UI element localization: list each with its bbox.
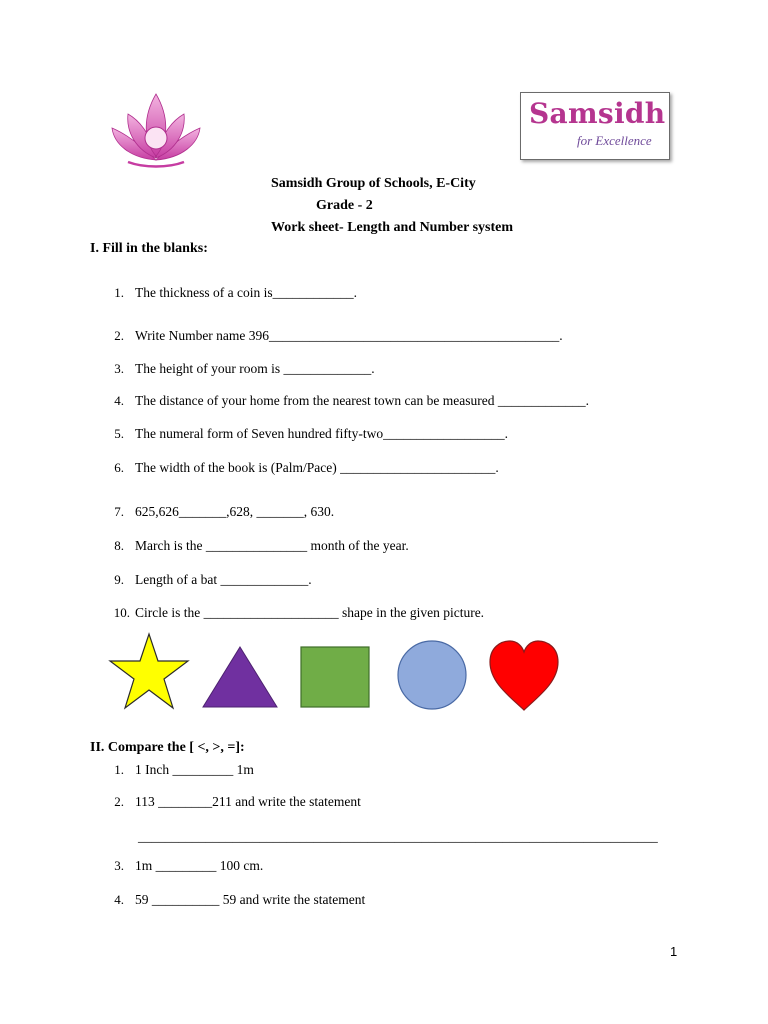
item-number: 2. (114, 794, 124, 809)
item-number: 5. (114, 426, 124, 441)
item-number: 4. (114, 892, 124, 907)
item-number: 1. (114, 285, 124, 300)
item-number: 4. (114, 393, 124, 408)
list-item: Length of a bat _____________. (135, 572, 312, 587)
page-number: 1 (670, 944, 678, 959)
list-item: The height of your room is _____________. (135, 361, 375, 376)
triangle-icon (200, 645, 280, 709)
star-icon (107, 632, 191, 710)
list-item: The width of the book is (Palm/Pace) _______________________. (135, 460, 499, 475)
item-number: 10. (113, 605, 130, 620)
list-item: March is the _______________ month of the year. (135, 538, 409, 553)
school-lotus-logo (110, 88, 202, 170)
list-item: Write Number name 396___________________________________________. (135, 328, 563, 343)
item-number: 2. (114, 328, 124, 343)
section-1-heading: I. Fill in the blanks: (90, 241, 208, 256)
list-item: 625,626_______,628, _______, 630. (135, 504, 335, 519)
list-item: The numeral form of Seven hundred fifty-two__________________. (135, 426, 509, 441)
list-item: Circle is the ____________________ shape in the given picture. (135, 605, 485, 620)
samsidh-brand-logo (520, 92, 670, 160)
item-number: 6. (114, 460, 124, 475)
item-number: 3. (114, 361, 124, 376)
list-item: 59 __________ 59 and write the statement (135, 892, 366, 907)
item-number: 3. (114, 858, 124, 873)
brand-name: Samsidh (529, 97, 666, 130)
item-number: 9. (114, 572, 124, 587)
circle-icon (395, 638, 469, 712)
square-icon (299, 645, 371, 709)
section-2-heading: II. Compare the [ <, >, =]: (90, 740, 245, 755)
list-item: The thickness of a coin is____________. (135, 285, 357, 300)
list-item: 113 ________211 and write the statement (135, 794, 361, 809)
list-item: The distance of your home from the nearest town can be measured _____________. (135, 393, 589, 408)
brand-tagline: for Excellence (577, 133, 652, 148)
item-number: 7. (114, 504, 124, 519)
list-item: 1 Inch _________ 1m (135, 762, 254, 777)
grade-label: Grade - 2 (316, 198, 373, 213)
item-number: 1. (114, 762, 124, 777)
school-name: Samsidh Group of Schools, E-City (271, 176, 476, 191)
item-number: 8. (114, 538, 124, 553)
worksheet-title: Work sheet- Length and Number system (271, 220, 514, 235)
list-item: 1m _________ 100 cm. (135, 858, 264, 873)
answer-line: _____________________________________________________________________________ (138, 829, 658, 844)
heart-icon (487, 638, 561, 714)
